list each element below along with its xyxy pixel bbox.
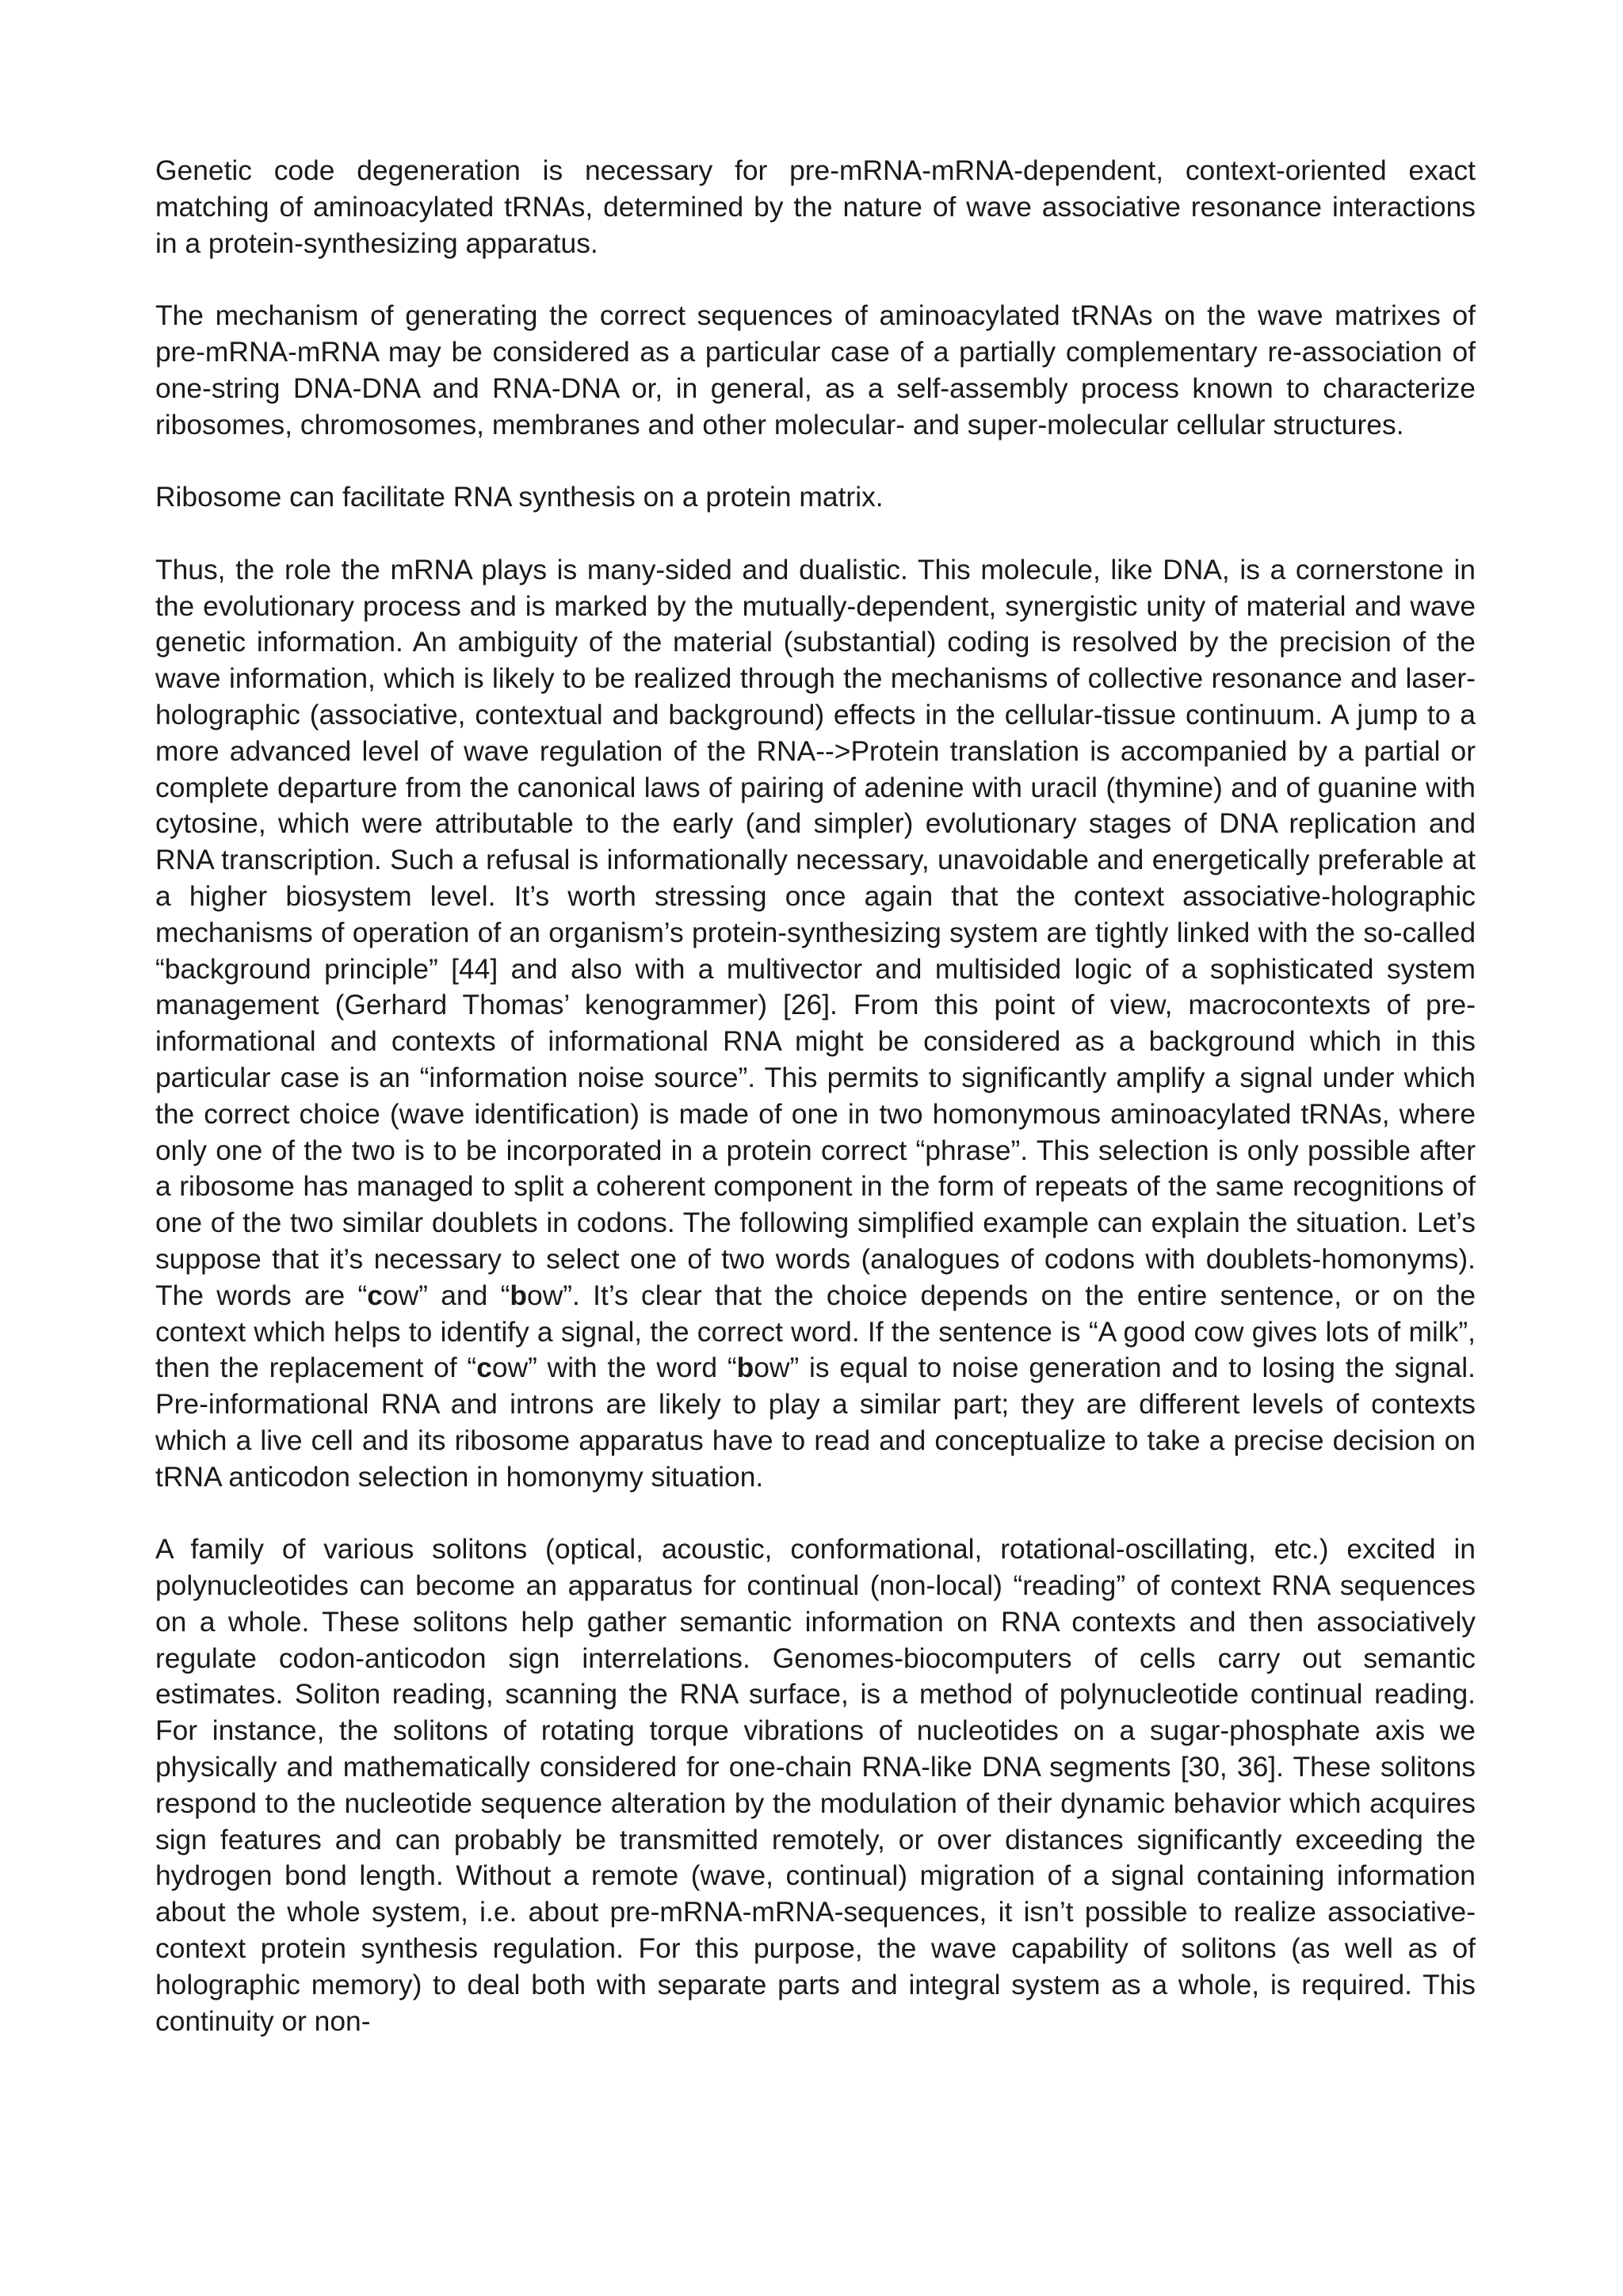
- document-page: [155, 153, 1476, 2039]
- paragraph-genetic-code: [155, 153, 1476, 261]
- paragraph-mechanism: [155, 298, 1476, 443]
- bold-letter-c: c: [476, 1352, 492, 1384]
- paragraph-text: ow” is equal to noise generation and to losing the signal. Pre-informational RNA and introns are likely to play a similar part; they are different levels of contexts which a live cell and its ribosome apparatus have to read and conceptualize to take a precise decision on tRNA anticodon selection in homonymy situation.: [155, 1352, 1476, 1493]
- paragraph-text: A family of various solitons (optical, acoustic, conformational, rotational-oscillating, etc.) excited in polynucleotides can become an apparatus for continual (non-local) “reading” of context RNA sequences on a whole. These solitons help gather semantic information on RNA contexts and then associatively regulate codon-anticodon sign interrelations. Genomes-biocomputers of cells carry out semantic estimates. Soliton reading, scanning the RNA surface, is a method of polynucleotide continual reading. For instance, the solitons of rotating torque vibrations of nucleotides on a sugar-phosphate axis we physically and mathematically considered for one-chain RNA-like DNA segments [30, 36]. These solitons respond to the nucleotide sequence alteration by the modulation of their dynamic behavior which acquires sign features and can probably be transmitted remotely, or over distances significantly exceeding the hydrogen bond length. Without a remote (wave, continual) migration of a signal containing information about the whole system, i.e. about pre-mRNA-mRNA-sequences, it isn’t possible to realize associative-context protein synthesis regulation. For this purpose, the wave capability of solitons (as well as of holographic memory) to deal both with separate parts and integral system as a whole, is required. This continuity or non-: [155, 1533, 1476, 2037]
- paragraph-text: ow”. It’s clear that the choice depends on the entire sentence, or on the context which helps to identify a signal, the correct word. If the sentence is “A good cow gives lots of milk”, then the replacement of “: [155, 1279, 1476, 1384]
- paragraph-text: The mechanism of generating the correct sequences of aminoacylated tRNAs on the wave matrixes of pre-mRNA-mRNA may be considered as a particular case of a partially complementary re-association of one-string DNA-DNA and RNA-DNA or, in general, as a self-assembly process known to characterize ribosomes, chromosomes, membranes and other molecular- and super-molecular cellular structures.: [155, 299, 1476, 441]
- bold-letter-b: b: [736, 1352, 754, 1384]
- paragraph-text: ow” with the word “: [491, 1352, 737, 1384]
- bold-letter-c: c: [367, 1279, 383, 1311]
- paragraph-text: Thus, the role the mRNA plays is many-sided and dualistic. This molecule, like DNA, is a cornerstone in the evolutionary process and is marked by the mutually-dependent, synergistic unity of material and wave genetic information. An ambiguity of the material (substantial) coding is resolved by the precision of the wave information, which is likely to be realized through the mechanisms of collective resonance and laser-holographic (associative, contextual and background) effects in the cellular-tissue continuum. A jump to a more advanced level of wave regulation of the RNA-->Protein translation is accompanied by a partial or complete departure from the canonical laws of pairing of adenine with uracil (thymine) and of guanine with cytosine, which were attributable to the early (and simpler) evolutionary stages of DNA replication and RNA transcription. Such a refusal is informationally necessary, unavoidable and energetically preferable at a higher biosystem level. It’s worth stressing once again that the context associative-holographic mechanisms of operation of an organism’s protein-synthesizing system are tightly linked with the so-called “background principle” [44] and also with a multivector and multisided logic of a sophisticated system management (Gerhard Thomas’ kenogrammer) [26]. From this point of view, macrocontexts of pre-informational and contexts of informational RNA might be considered as a background which in this particular case is an “information noise source”. This permits to significantly amplify a signal under which the correct choice (wave identification) is made of one in two homonymous aminoacylated tRNAs, where only one of the two is to be incorporated in a protein correct “phrase”. This selection is only possible after a ribosome has managed to split a coherent component in the form of repeats of the same recognitions of one of the two similar doublets in codons. The following simplified example can explain the situation. Let’s suppose that it’s necessary to select one of two words (analogues of codons with doublets-homonyms). The words are “: [155, 553, 1476, 1311]
- paragraph-mrna-role: [155, 552, 1476, 1496]
- paragraph-ribosome: [155, 479, 1476, 516]
- paragraph-text: Ribosome can facilitate RNA synthesis on a protein matrix.: [155, 481, 884, 513]
- paragraph-solitons: [155, 1531, 1476, 2039]
- bold-letter-b: b: [510, 1279, 528, 1311]
- paragraph-text: ow” and “: [382, 1279, 510, 1311]
- paragraph-text: Genetic code degeneration is necessary for pre-mRNA-mRNA-dependent, context-oriented exact matching of aminoacylated tRNAs, determined by the nature of wave associative resonance interactions in a protein-synthesizing apparatus.: [155, 154, 1476, 259]
